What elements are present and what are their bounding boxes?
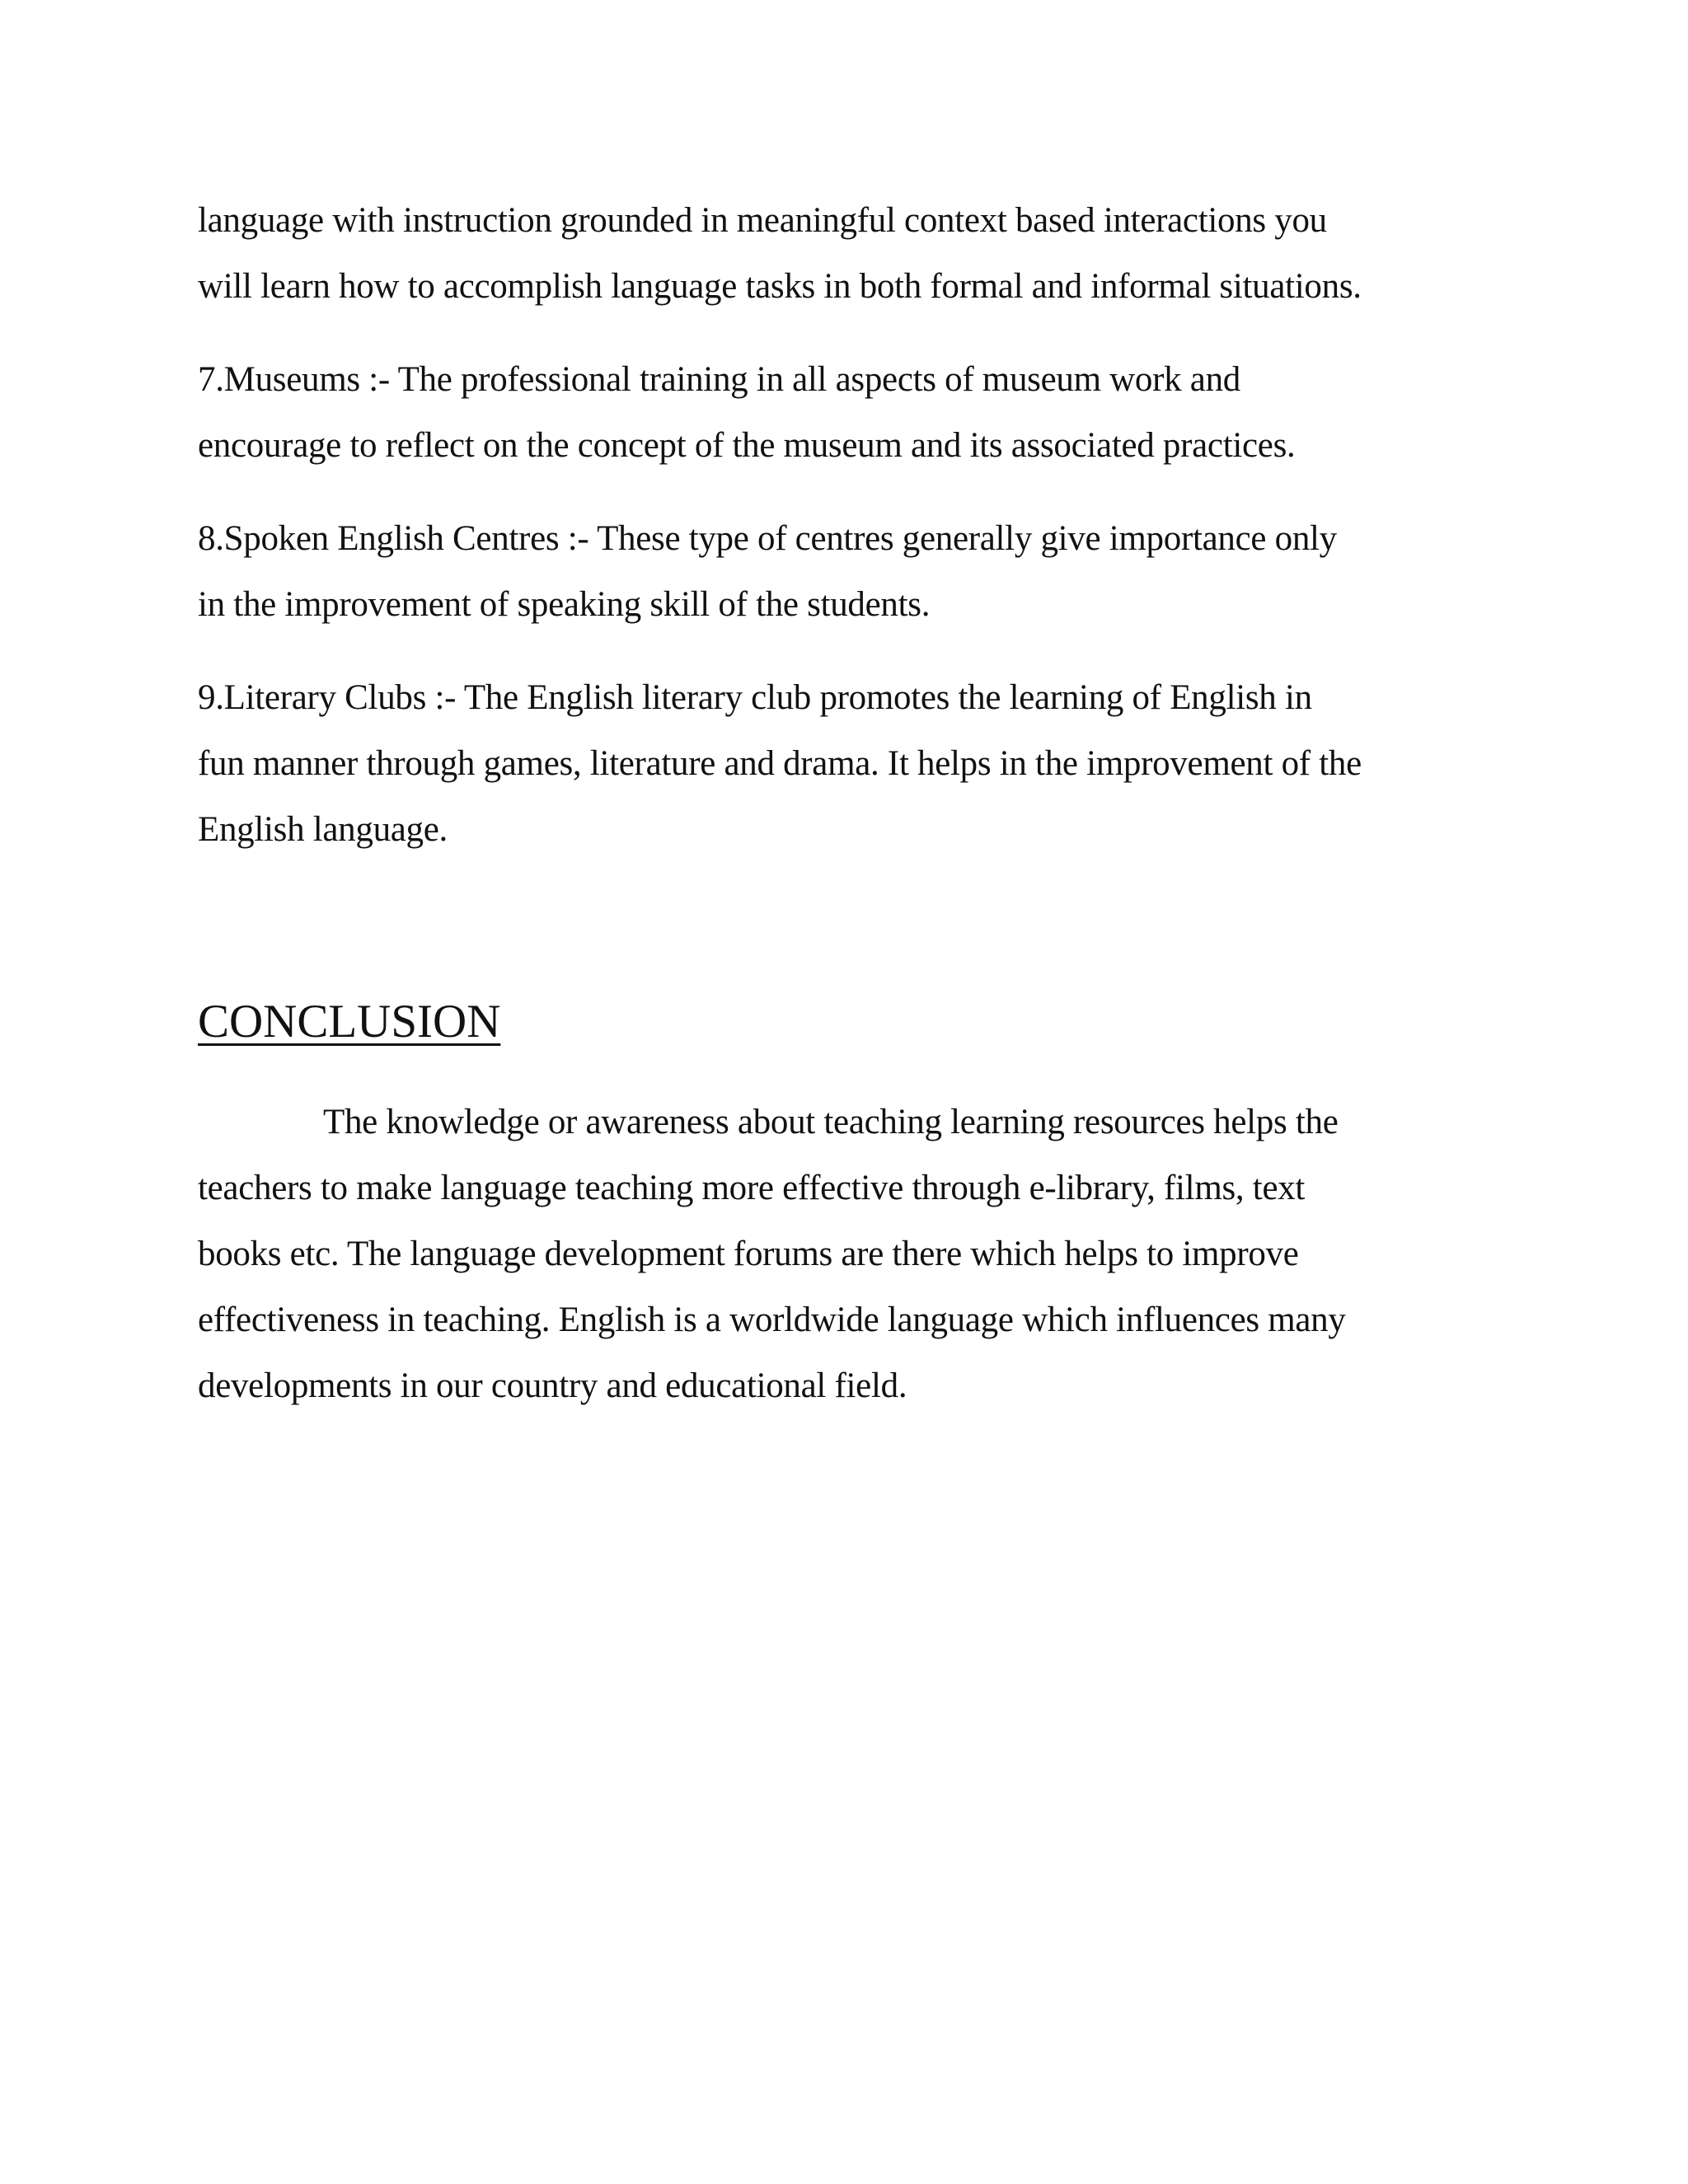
paragraph-continuation [198, 188, 1484, 320]
text-line: will learn how to accomplish language tasks in both formal and informal situations. [198, 267, 1362, 306]
list-item-literary-clubs [198, 665, 1484, 863]
text-line: English language. [198, 810, 448, 849]
text-line: 7.Museums :- The professional training in all aspects of museum work and [198, 360, 1240, 399]
text-line: language with instruction grounded in meaningful context based interactions you [198, 201, 1327, 240]
page-content [198, 188, 1484, 1446]
text-line: encourage to reflect on the concept of the museum and its associated practices. [198, 426, 1296, 465]
section-heading-conclusion: CONCLUSION [198, 996, 501, 1047]
conclusion-paragraph [198, 1090, 1484, 1419]
list-item-museums [198, 347, 1484, 479]
text-line: teachers to make language teaching more effective through e-library, films, text [198, 1169, 1306, 1207]
text-line: fun manner through games, literature and drama. It helps in the improvement of the [198, 744, 1362, 783]
text-line: 9.Literary Clubs :- The English literary club promotes the learning of English in [198, 678, 1312, 717]
text-line: in the improvement of speaking skill of the students. [198, 585, 931, 624]
text-line: developments in our country and educational field. [198, 1366, 907, 1405]
text-line: The knowledge or awareness about teaching learning resources helps the [323, 1103, 1339, 1141]
list-item-spoken-english-centres [198, 506, 1484, 638]
text-line: 8.Spoken English Centres :- These type of centres generally give importance only [198, 519, 1337, 558]
text-line: books etc. The language development forums are there which helps to improve [198, 1235, 1299, 1273]
section-spacer [198, 890, 1484, 989]
text-line: effectiveness in teaching. English is a worldwide language which influences many [198, 1301, 1346, 1339]
